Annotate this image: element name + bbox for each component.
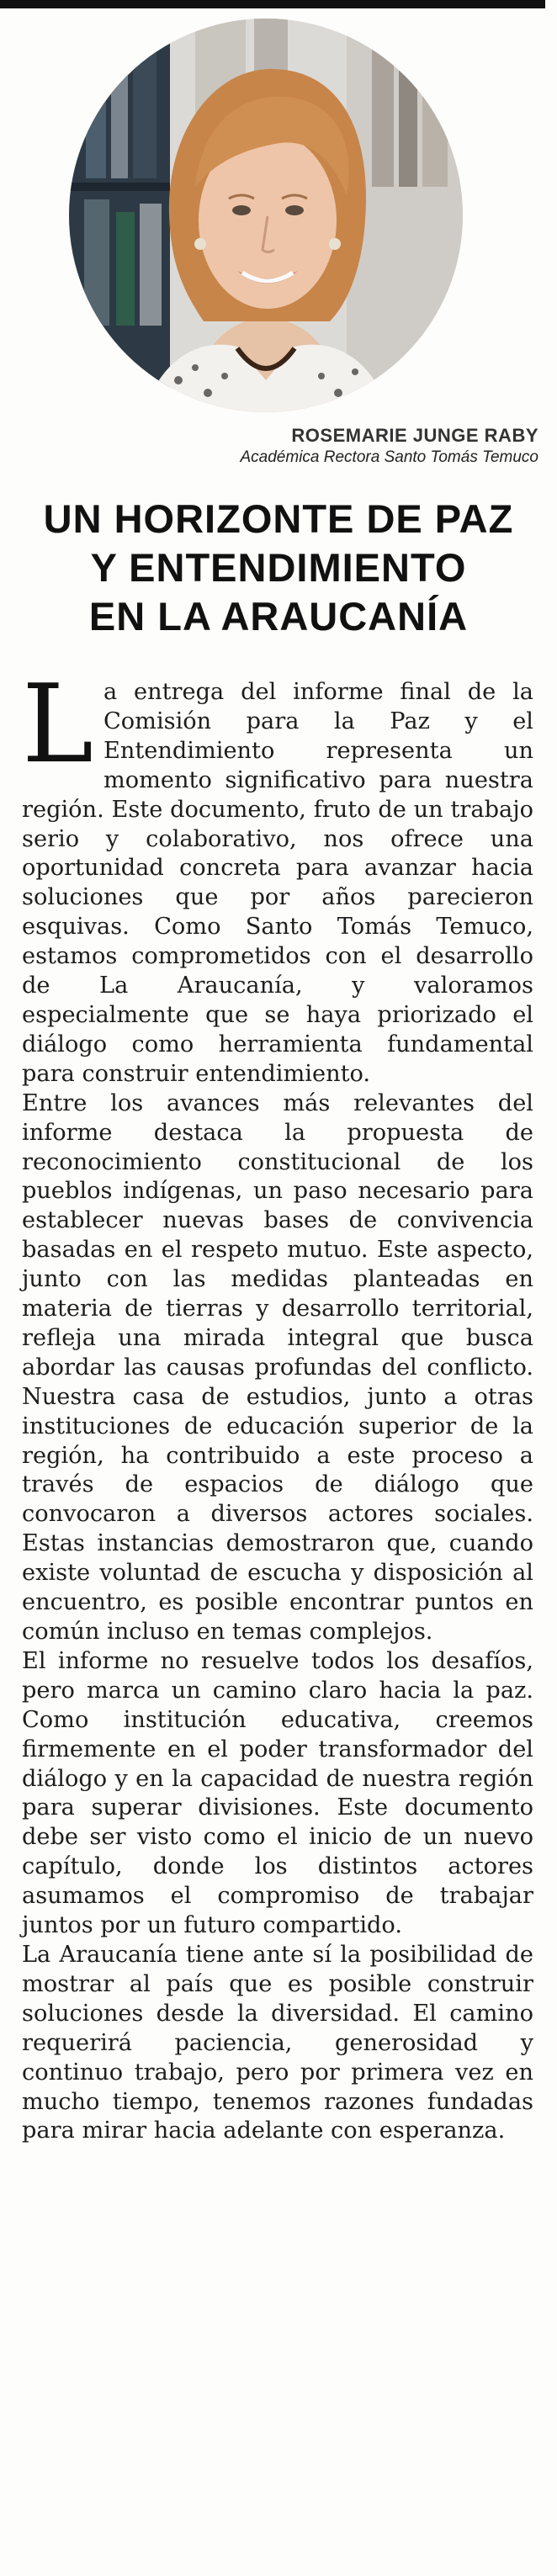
top-rule (0, 0, 545, 8)
author-portrait (69, 19, 463, 412)
author-role: Académica Rectora Santo Tomás Temuco (240, 448, 538, 466)
author-name: ROSEMARIE JUNGE RABY (291, 425, 538, 446)
drop-cap: L (22, 662, 93, 787)
headline (13, 495, 544, 641)
paragraph-1-text: a entrega del informe final de la Comisión para la Paz y el Entendimiento representa un momento significativo para nuestra región. Este documento, fruto de un trabajo serio y colaborativo, nos ofrece una oportunidad concreta para avanzar hacia soluciones que por años parecieron esquivas. Como Santo Tomás Temuco, estamos comprometidos con el desarrollo de La Araucanía, y valoramos especialmente que se haya priorizado el diálogo como herramienta fundamental para construir entendimiento. (22, 679, 533, 1087)
paragraph-2: Entre los avances más relevantes del informe destaca la propuesta de reconocimiento constitucional de los pueblos indígenas, un paso necesario para establecer nuevas bases de convivencia basadas en el respeto mutuo. Este aspecto, junto con las medidas planteadas en materia de tierras y desarrollo territorial, refleja una mirada integral que busca abordar las causas profundas del conflicto. Nuestra casa de estudios, junto a otras instituciones de educación superior de la región, ha contribuido a este proceso a través de espacios de diálogo que convocaron a diversos actores sociales. Estas instancias demostraron que, cuando existe voluntad de escucha y disposición al encuentro, es posible encontrar puntos en común incluso en temas complejos. (22, 1089, 533, 1645)
headline-line: Y ENTENDIMIENTO (90, 545, 467, 590)
paragraph-4: La Araucanía tiene ante sí la posibilidad de mostrar al país que es posible construir soluciones desde la diversidad. El camino requerirá paciencia, generosidad y continuo trabajo, pero por primera vez en mucho tiempo, tenemos razones fundadas para mirar hacia adelante con esperanza. (22, 1941, 533, 2144)
headline-line: EN LA ARAUCANÍA (88, 594, 469, 639)
portrait-illustration (69, 19, 463, 412)
paragraph-3: El informe no resuelve todos los desafíos, pero marca un camino claro hacia la paz. Como institución educativa, creemos firmemente en el poder transformador del diálogo y en la capacidad de nuestra región para superar divisiones. Este documento debe ser visto como el inicio de un nuevo capítulo, donde los distintos actores asumamos el compromiso de trabajar juntos por un futuro compartido. (22, 1647, 533, 1939)
headline-line: UN HORIZONTE DE PAZ (43, 496, 514, 541)
article-body (22, 662, 533, 2146)
byline (241, 424, 539, 468)
paragraph-1 (22, 662, 533, 1089)
